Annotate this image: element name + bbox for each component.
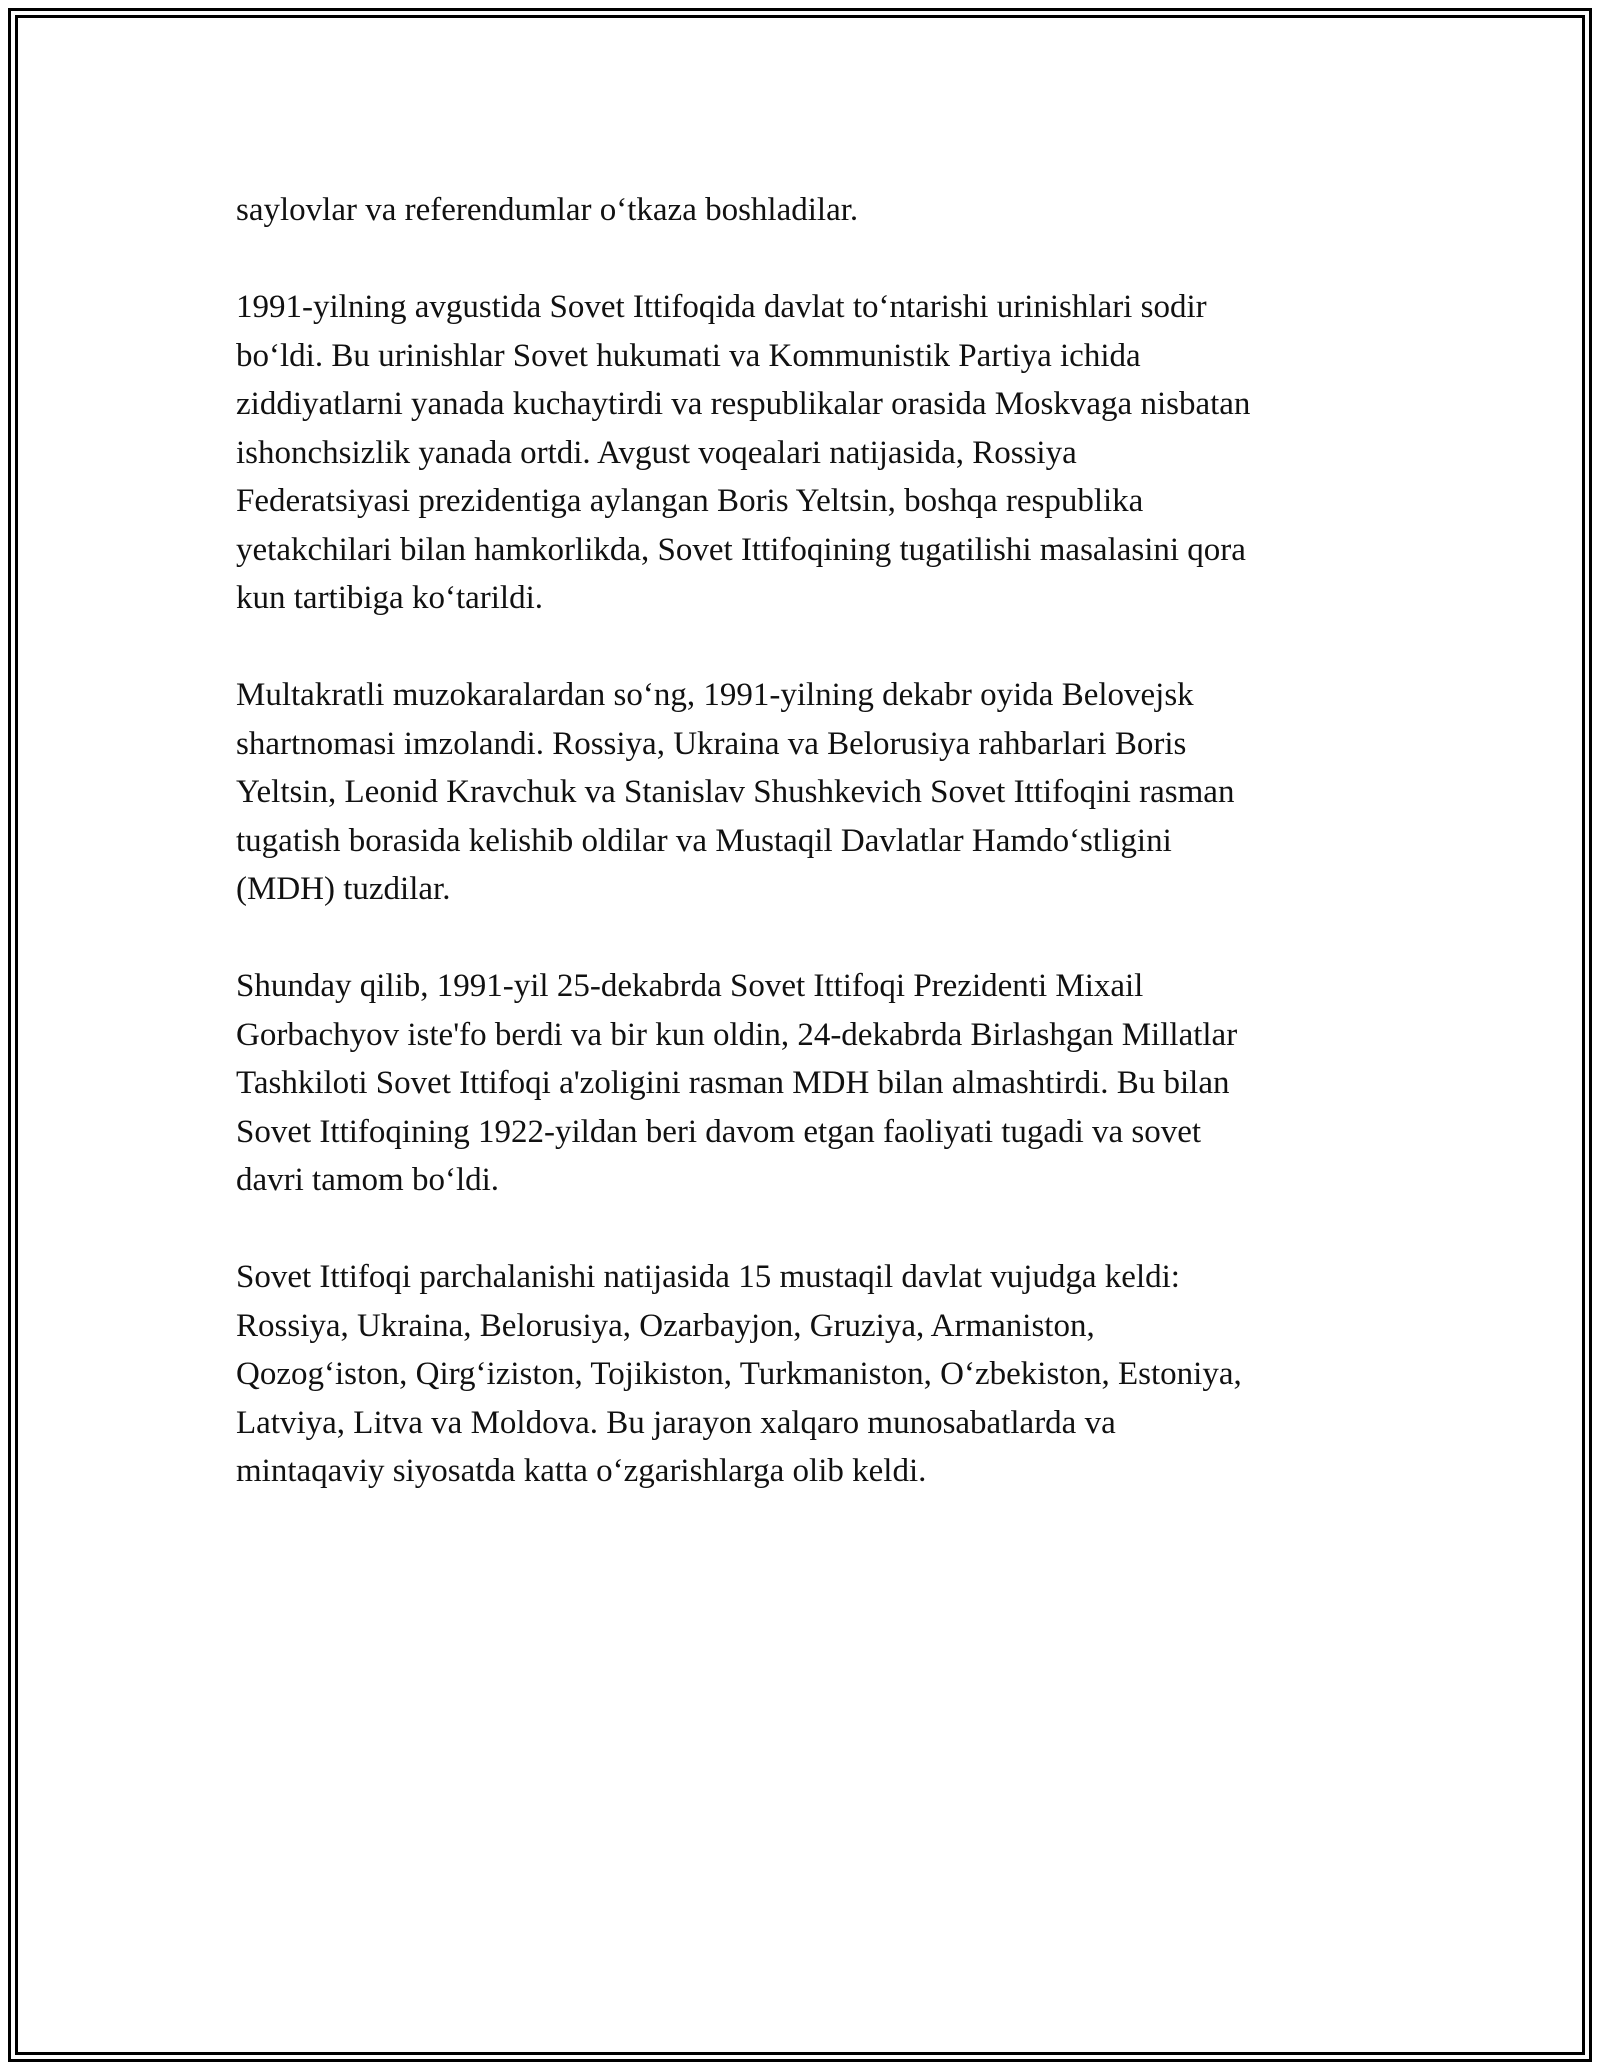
paragraph-2: 1991-yilning avgustida Sovet Ittifoqida davlat to‘ntarishi urinishlari sodir bo‘ldi. Bu urinishlar Sovet hukumati va Kommunistik Partiya ichida ziddiyatlarni yanada kuchaytirdi va respublikalar orasida Moskvaga nisbatan ishonchsizlik yanada ortdi. Avgust voqealari natijasida, Rossiya Federatsiyasi prezidentiga aylangan Boris Yeltsin, boshqa respublika yetakchilari bilan hamkorlikda, Sovet Ittifoqining tugatilishi masalasini qora kun tartibiga ko‘tarildi. (236, 289, 1251, 616)
paragraph-4: Shunday qilib, 1991-yil 25-dekabrda Sovet Ittifoqi Prezidenti Mixail Gorbachyov iste'fo berdi va bir kun oldin, 24-dekabrda Birlashgan Millatlar Tashkiloti Sovet Ittifoqi a'zoligini rasman MDH bilan almashtirdi. Bu bilan Sovet Ittifoqining 1922-yildan beri davom etgan faoliyati tugadi va sovet davri tamom bo‘ldi. (236, 968, 1238, 1198)
paragraph-3: Multakratli muzokaralardan so‘ng, 1991-yilning dekabr oyida Belovejsk shartnomasi imzolandi. Rossiya, Ukraina va Belorusiya rahbarlari Boris Yeltsin, Leonid Kravchuk va Stanislav Shushkevich Sovet Ittifoqini rasman tugatish borasida kelishib oldilar va Mustaqil Davlatlar Hamdo‘stligini (MDH) tuzdilar. (236, 677, 1235, 907)
paragraph-5: Sovet Ittifoqi parchalanishi natijasida 15 mustaqil davlat vujudga keldi: Rossiya, Ukraina, Belorusiya, Ozarbayjon, Gruziya, Armaniston, Qozog‘iston, Qirg‘iziston, Tojikiston, Turkmaniston, O‘zbekiston, Estoniya, Latviya, Litva va Moldova. Bu jarayon xalqaro munosabatlarda va mintaqaviy siyosatda katta o‘zgarishlarga olib keldi. (236, 1259, 1242, 1489)
document-body (236, 186, 1376, 1544)
paragraph-1: saylovlar va referendumlar o‘tkaza boshladilar. (236, 192, 859, 228)
